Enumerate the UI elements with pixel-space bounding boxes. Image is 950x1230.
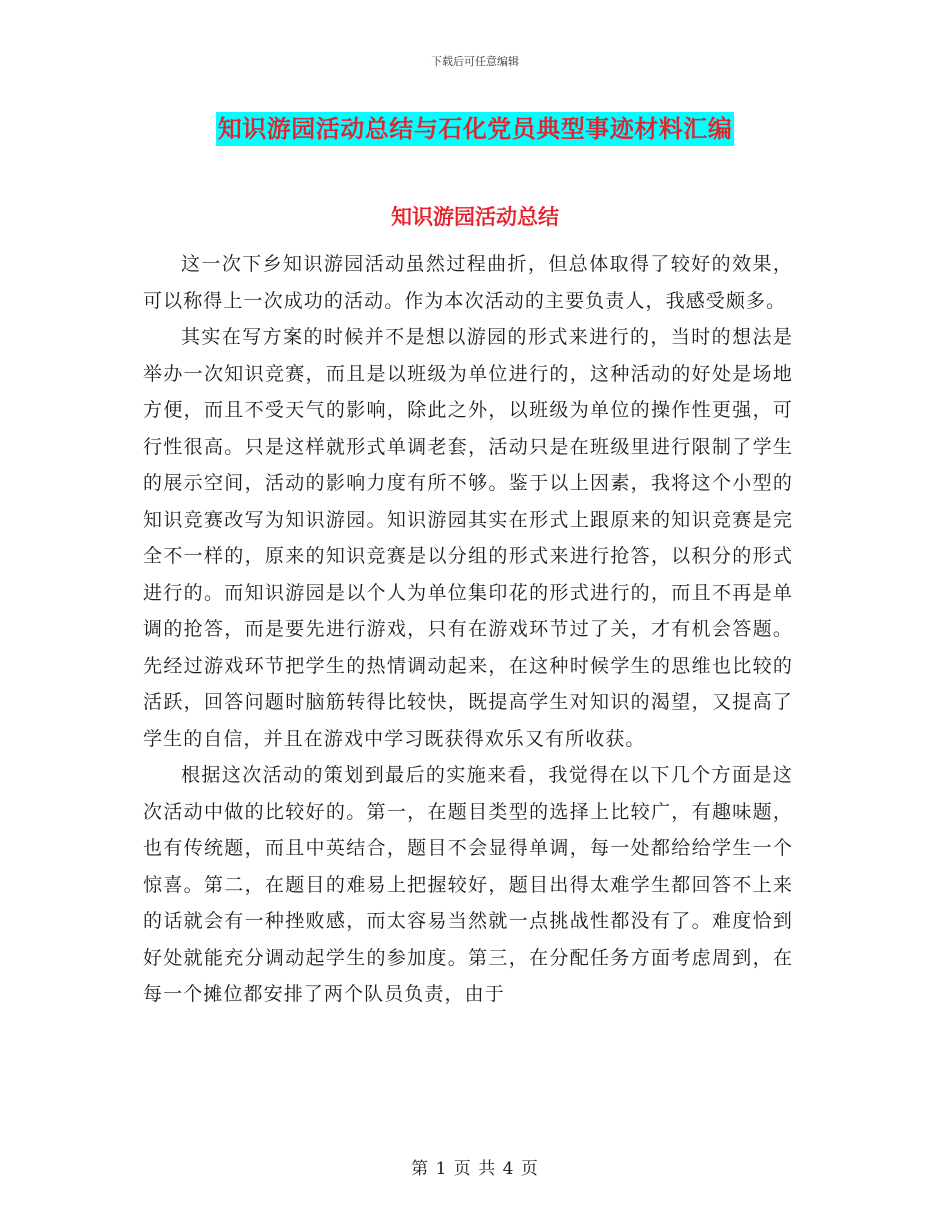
- document-title: 知识游园活动总结与石化党员典型事迹材料汇编: [216, 112, 735, 146]
- body-paragraph: 其实在写方案的时候并不是想以游园的形式来进行的，当时的想法是举办一次知识竞赛，而且是以班级为单位进行的，这种活动的好处是场地方便，而且不受天气的影响，除此之外，以班级为单位的操作性更强，可行性很高。只是这样就形式单调老套，活动只是在班级里进行限制了学生的展示空间，活动的影响力度有所不够。鉴于以上因素，我将这个小型的知识竞赛改写为知识游园。知识游园其实在形式上跟原来的知识竞赛是完全不一样的，原来的知识竞赛是以分组的形式来进行抢答，以积分的形式进行的。而知识游园是以个人为单位集印花的形式进行的，而且不再是单调的抢答，而是要先进行游戏，只有在游戏环节过了关，才有机会答题。先经过游戏环节把学生的热情调动起来，在这种时候学生的思维也比较的活跃，回答问题时脑筋转得比较快，既提高学生对知识的渴望，又提高了学生的自信，并且在游戏中学习既获得欢乐又有所收获。: [143, 326, 793, 750]
- document-title-container: [0, 112, 950, 146]
- page-header-note: 下载后可任意编辑: [431, 55, 519, 68]
- body-paragraph: 这一次下乡知识游园活动虽然过程曲折，但总体取得了较好的效果，可以称得上一次成功的活动。作为本次活动的主要负责人，我感受颇多。: [143, 253, 793, 312]
- page-number-footer: 第 1 页 共 4 页: [411, 1159, 539, 1179]
- section-title: 知识游园活动总结: [391, 204, 559, 229]
- document-body: [143, 246, 793, 1013]
- body-paragraph: 根据这次活动的策划到最后的实施来看，我觉得在以下几个方面是这次活动中做的比较好的。第一，在题目类型的选择上比较广，有趣味题，也有传统题，而且中英结合，题目不会显得单调，每一处都给给学生一个惊喜。第二，在题目的难易上把握较好，题目出得太难学生都回答不上来的话就会有一种挫败感，而太容易当然就一点挑战性都没有了。难度恰到好处就能充分调动起学生的参加度。第三，在分配任务方面考虑周到，在每一个摊位都安排了两个队员负责，由于: [143, 764, 793, 1005]
